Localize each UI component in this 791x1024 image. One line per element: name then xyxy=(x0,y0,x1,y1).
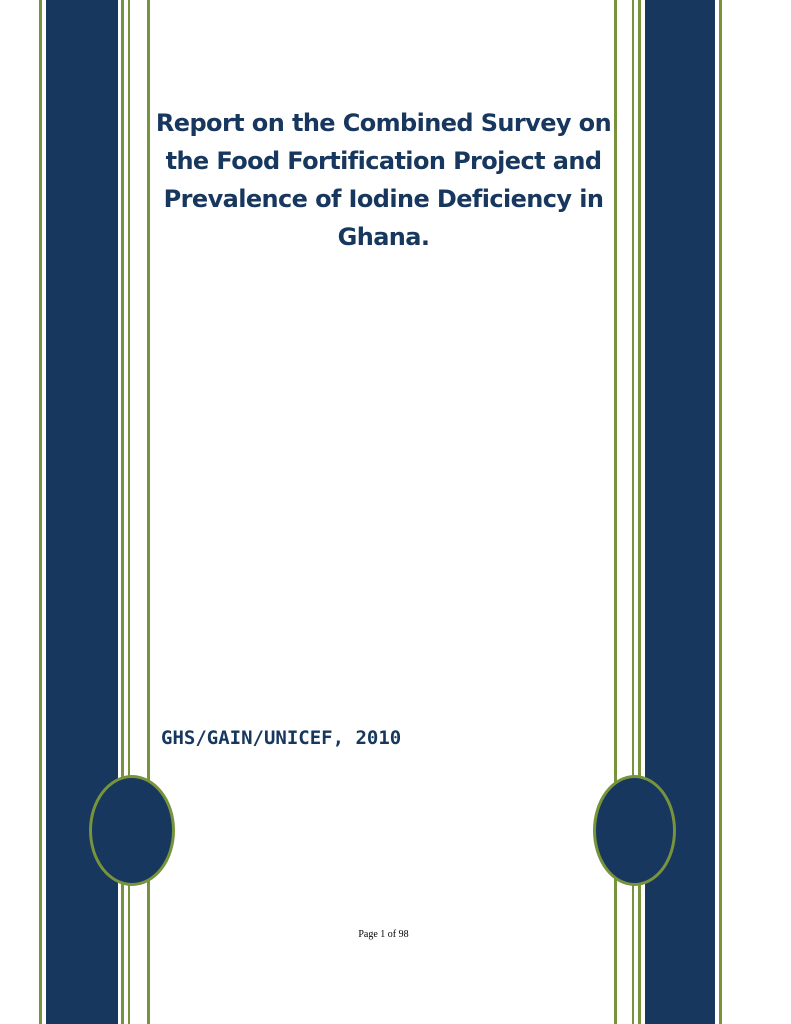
left-decorative-oval xyxy=(89,775,175,886)
right-decorative-oval xyxy=(593,775,676,886)
report-title: Report on the Combined Survey on the Food Fortification Project and Prevalence of Iodine Deficiency in Ghana. xyxy=(155,109,612,251)
page-number: Page 1 of 98 xyxy=(358,929,409,940)
organizations-year: GHS/GAIN/UNICEF, 2010 xyxy=(161,727,402,749)
left-border-thin-green-stripe xyxy=(39,0,42,1024)
right-border-thin-green-stripe xyxy=(719,0,722,1024)
